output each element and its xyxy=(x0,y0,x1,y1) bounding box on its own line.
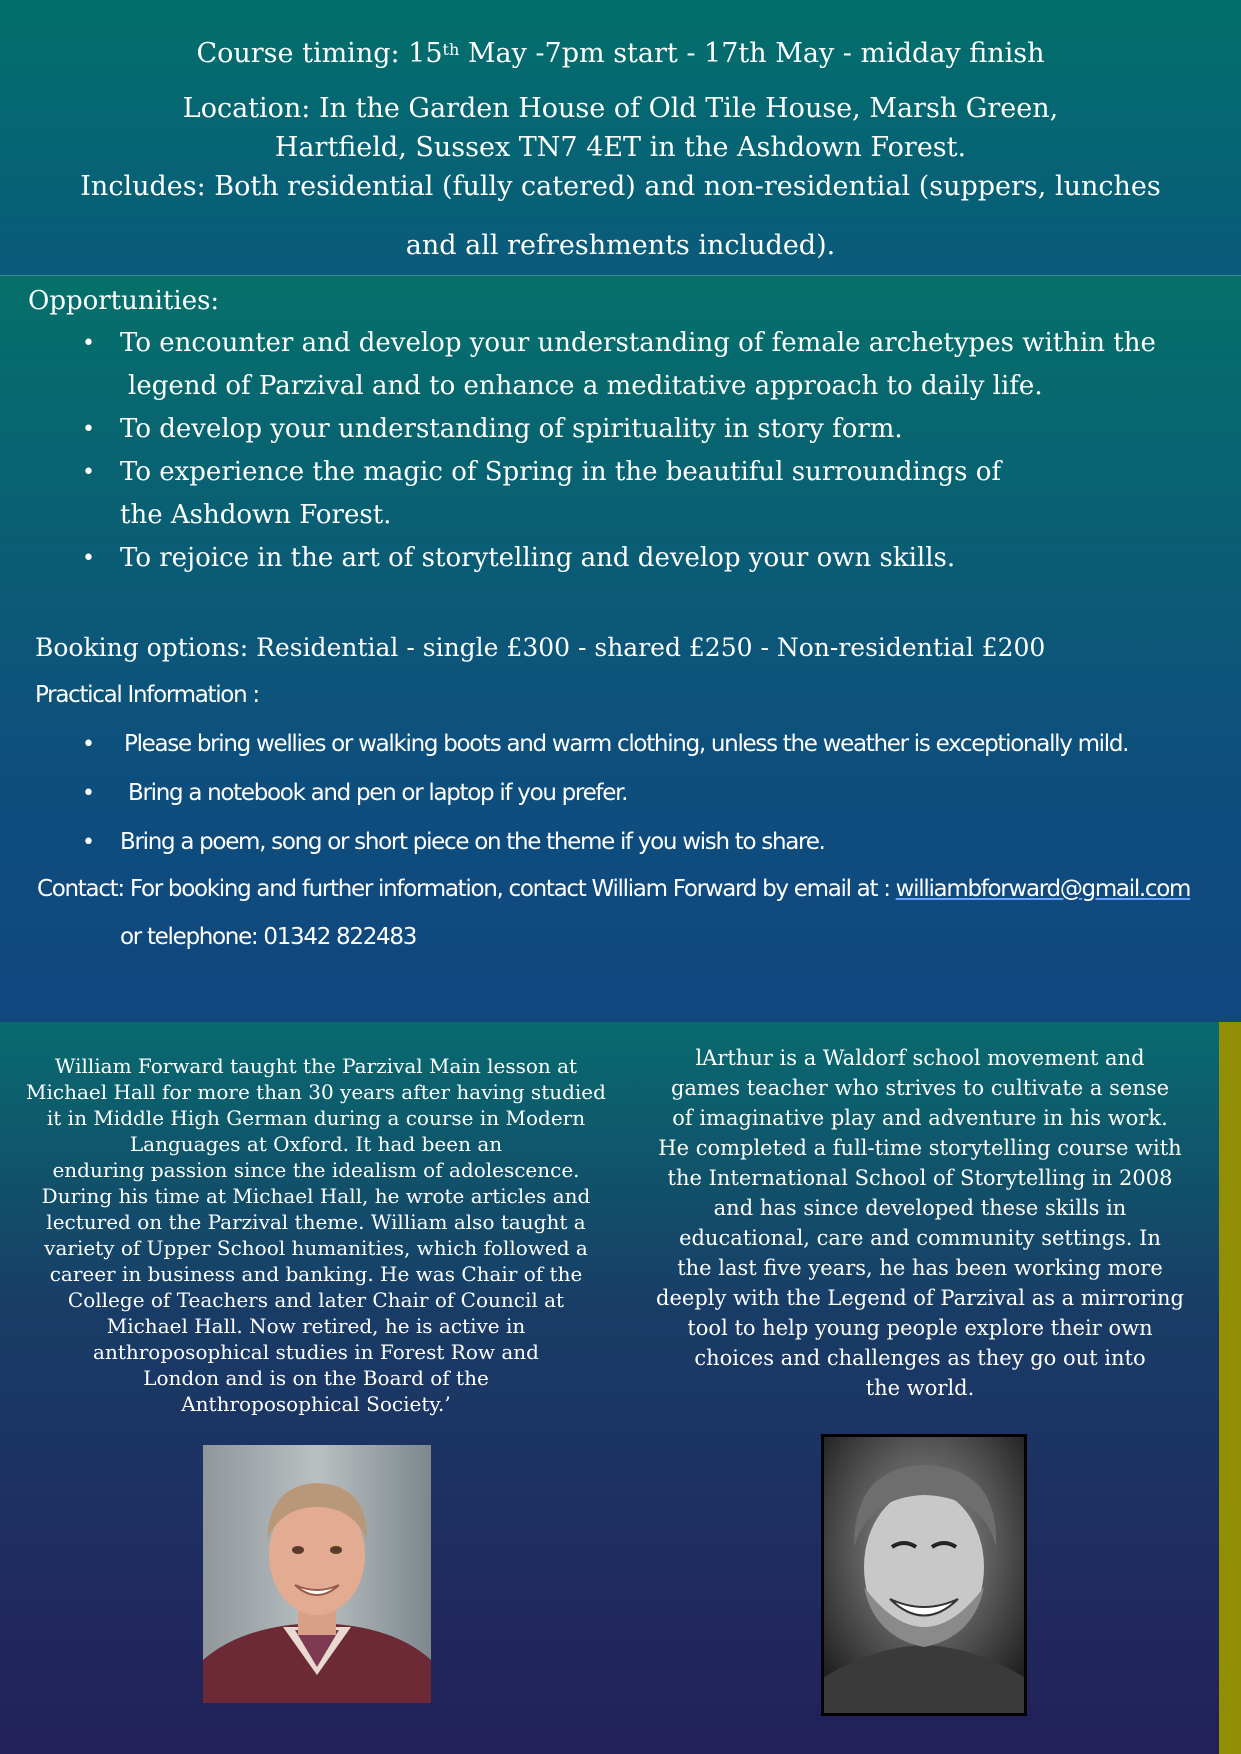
bio-line: the world. xyxy=(865,1376,975,1400)
bio-line: deeply with the Legend of Parzival as a mirroring xyxy=(656,1286,1184,1310)
course-timing: Course timing: 15th May -7pm start - 17th May - midday finish xyxy=(196,38,1045,69)
bio-line: College of Teachers and later Chair of Council at xyxy=(67,1288,565,1312)
william-portrait-icon xyxy=(203,1445,431,1703)
william-photo xyxy=(203,1445,431,1703)
location-line-2: Hartfield, Sussex TN7 4ET in the Ashdown Forest. xyxy=(274,132,967,163)
bio-line: career in business and banking. He was Chair of the xyxy=(49,1262,583,1286)
arthur-portrait-icon xyxy=(824,1437,1024,1713)
includes-line-2: and all refreshments included). xyxy=(405,230,836,261)
bio-line: Languages at Oxford. It had been an xyxy=(129,1132,503,1156)
opportunities-heading: Opportunities: xyxy=(28,286,220,316)
list-item: • Bring a notebook and pen or laptop if you prefer. xyxy=(82,769,1128,818)
practical-list xyxy=(82,720,1128,867)
bio-line: William Forward taught the Parzival Main lesson at xyxy=(54,1054,578,1078)
bio-line: During his time at Michael Hall, he wrote articles and xyxy=(41,1184,591,1208)
bio-line: enduring passion since the idealism of adolescence. xyxy=(52,1158,580,1182)
booking-options: Booking options: Residential - single £300 - shared £250 - Non-residential £200 xyxy=(35,633,1046,662)
bio-line: anthroposophical studies in Forest Row and xyxy=(93,1340,539,1364)
bio-line: the International School of Storytelling in 2008 xyxy=(667,1166,1173,1190)
bio-line: Michael Hall. Now retired, he is active in xyxy=(106,1314,526,1338)
list-item: • Please bring wellies or walking boots and warm clothing, unless the weather is exceptionally mild. xyxy=(82,720,1128,769)
arthur-photo xyxy=(821,1434,1027,1716)
bio-line: educational, care and community settings. In xyxy=(679,1226,1161,1250)
bio-line: lArthur is a Waldorf school movement and xyxy=(695,1046,1145,1070)
bio-line: He completed a full-time storytelling course with xyxy=(658,1136,1182,1160)
practical-heading: Practical Information : xyxy=(35,682,259,708)
opportunities-list xyxy=(82,322,1156,580)
bio-line: London and is on the Board of the xyxy=(143,1366,489,1390)
bio-line: Anthroposophical Society.’ xyxy=(181,1392,451,1416)
email-link[interactable]: williambforward@gmail.com xyxy=(895,876,1191,902)
includes-line-1: Includes: Both residential (fully catered) and non-residential (suppers, lunches xyxy=(80,171,1161,202)
list-item: • To experience the magic of Spring in the beautiful surroundings of the Ashdown Forest. xyxy=(82,451,1156,537)
list-item: • To rejoice in the art of storytelling and develop your own skills. xyxy=(82,537,1156,580)
bio-line: Michael Hall for more than 30 years after having studied xyxy=(26,1080,606,1104)
bio-line: tool to help young people explore their own xyxy=(687,1316,1153,1340)
list-item: • To develop your understanding of spirituality in story form. xyxy=(82,408,1156,451)
bio-line: games teacher who strives to cultivate a sense xyxy=(670,1076,1170,1100)
arthur-bio xyxy=(645,1043,1195,1403)
bio-line: the last five years, he has been working more xyxy=(677,1256,1163,1280)
bio-line: of imaginative play and adventure in his work. xyxy=(672,1106,1168,1130)
location-line-1: Location: In the Garden House of Old Tile House, Marsh Green, xyxy=(182,93,1059,124)
bio-line: choices and challenges as they go out into xyxy=(694,1346,1146,1370)
olive-edge-strip xyxy=(1219,1022,1241,1754)
bio-line: and has since developed these skills in xyxy=(713,1196,1127,1220)
bio-line: variety of Upper School humanities, which followed a xyxy=(44,1236,588,1260)
list-item: • Bring a poem, song or short piece on the theme if you wish to share. xyxy=(82,818,1128,867)
bio-line: lectured on the Parzival theme. William also taught a xyxy=(46,1210,586,1234)
bio-line: it in Middle High German during a course in Modern xyxy=(46,1106,586,1130)
contact-line: Contact: For booking and further information, contact William Forward by email at : williambforward@gmail.com xyxy=(37,876,1191,902)
telephone-line: or telephone: 01342 822483 xyxy=(120,924,417,950)
list-item: • To encounter and develop your understanding of female archetypes within the legend of Parzival and to enhance a meditative approach to daily life. xyxy=(82,322,1156,408)
william-bio xyxy=(10,1053,622,1417)
